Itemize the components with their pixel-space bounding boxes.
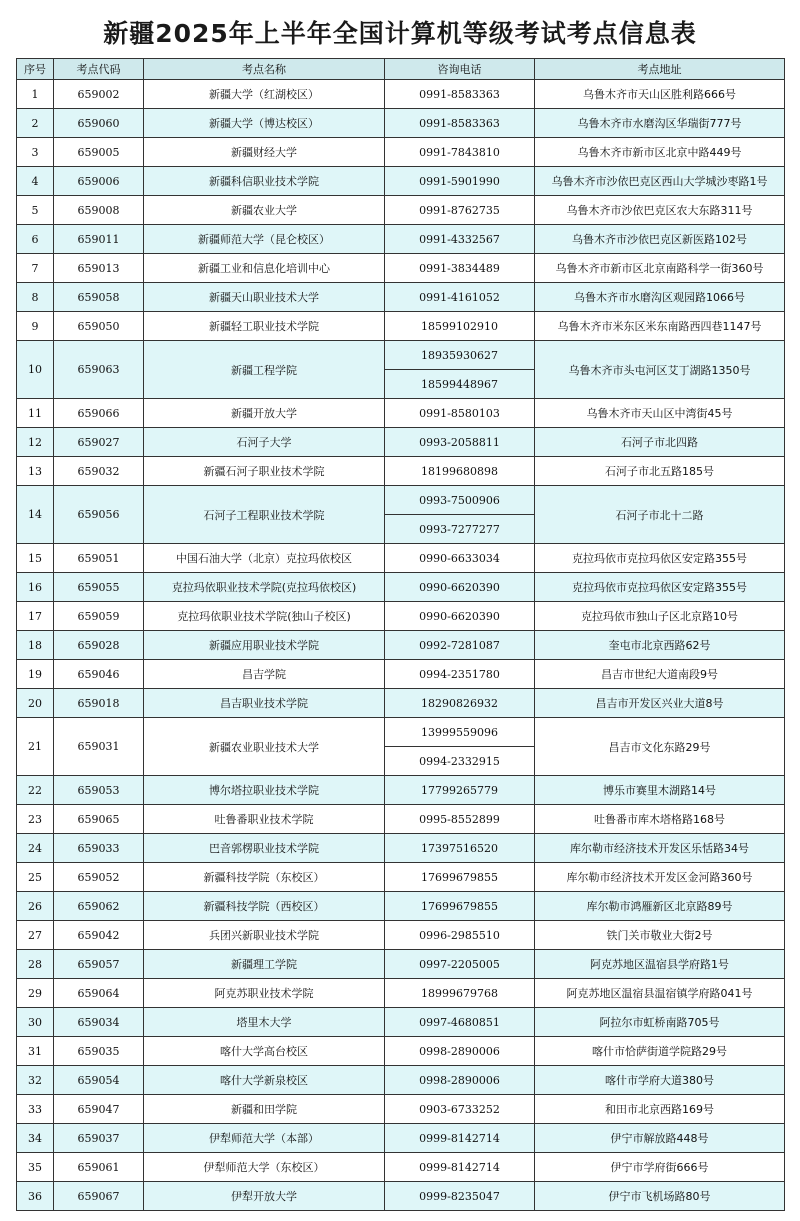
- row-code: 659006: [54, 167, 144, 196]
- row-address: 乌鲁木齐市水磨沟区华瑞街777号: [535, 109, 785, 138]
- row-index: 8: [17, 283, 54, 312]
- row-site-name: 新疆应用职业技术学院: [144, 631, 385, 660]
- row-index: 17: [17, 602, 54, 631]
- row-address: 乌鲁木齐市新市区北京中路449号: [535, 138, 785, 167]
- row-site-name: 昌吉职业技术学院: [144, 689, 385, 718]
- row-index: 29: [17, 979, 54, 1008]
- row-site-name: 吐鲁番职业技术学院: [144, 805, 385, 834]
- row-code: 659002: [54, 80, 144, 109]
- row-phone: 0990-6620390: [385, 602, 535, 631]
- row-phone: 0991-3834489: [385, 254, 535, 283]
- row-code: 659054: [54, 1066, 144, 1095]
- row-index: 27: [17, 921, 54, 950]
- row-code: 659065: [54, 805, 144, 834]
- table-row: [17, 312, 785, 341]
- row-site-name: 中国石油大学（北京）克拉玛依校区: [144, 544, 385, 573]
- row-site-name: 克拉玛依职业技术学院(克拉玛依校区): [144, 573, 385, 602]
- row-phone: 0991-8583363: [385, 109, 535, 138]
- row-phone: 0995-8552899: [385, 805, 535, 834]
- row-phone: 18199680898: [385, 457, 535, 486]
- row-site-name: 新疆工程学院: [144, 341, 385, 399]
- row-index: 30: [17, 1008, 54, 1037]
- row-code: 659066: [54, 399, 144, 428]
- row-address: 伊宁市飞机场路80号: [535, 1182, 785, 1211]
- row-site-name: 新疆轻工职业技术学院: [144, 312, 385, 341]
- header-index: 序号: [17, 59, 54, 80]
- row-index: 6: [17, 225, 54, 254]
- table-row: [17, 573, 785, 602]
- row-code: 659058: [54, 283, 144, 312]
- table-row: [17, 805, 785, 834]
- row-address: 石河子市北四路: [535, 428, 785, 457]
- table-row: [17, 979, 785, 1008]
- row-address: 铁门关市敬业大街2号: [535, 921, 785, 950]
- row-code: 659034: [54, 1008, 144, 1037]
- row-phone: 0999-8142714: [385, 1124, 535, 1153]
- table-row: [17, 167, 785, 196]
- table-row: [17, 457, 785, 486]
- row-code: 659042: [54, 921, 144, 950]
- row-code: 659064: [54, 979, 144, 1008]
- row-address: 石河子市北五路185号: [535, 457, 785, 486]
- row-code: 659037: [54, 1124, 144, 1153]
- table-row: [17, 660, 785, 689]
- row-code: 659061: [54, 1153, 144, 1182]
- table-row: [17, 1182, 785, 1211]
- row-index: 2: [17, 109, 54, 138]
- row-phone: 0999-8142714: [385, 1153, 535, 1182]
- row-phone: 0991-8580103: [385, 399, 535, 428]
- row-phone: 17699679855: [385, 863, 535, 892]
- table-row: [17, 428, 785, 457]
- row-code: 659033: [54, 834, 144, 863]
- row-site-name: 巴音郭楞职业技术学院: [144, 834, 385, 863]
- row-address: 昌吉市开发区兴业大道8号: [535, 689, 785, 718]
- row-code: 659055: [54, 573, 144, 602]
- row-address: 石河子市北十二路: [535, 486, 785, 544]
- row-phone: 0992-7281087: [385, 631, 535, 660]
- row-code: 659013: [54, 254, 144, 283]
- row-phone: 0991-4161052: [385, 283, 535, 312]
- row-index: 32: [17, 1066, 54, 1095]
- row-phone: 0991-5901990: [385, 167, 535, 196]
- table-row: [17, 341, 785, 370]
- row-phone: 0994-2332915: [385, 747, 535, 776]
- row-code: 659057: [54, 950, 144, 979]
- row-index: 16: [17, 573, 54, 602]
- row-phone: 18599448967: [385, 370, 535, 399]
- row-address: 乌鲁木齐市沙依巴克区西山大学城沙枣路1号: [535, 167, 785, 196]
- row-site-name: 新疆农业职业技术大学: [144, 718, 385, 776]
- row-index: 13: [17, 457, 54, 486]
- row-site-name: 新疆大学（红湖校区）: [144, 80, 385, 109]
- row-site-name: 喀什大学高台校区: [144, 1037, 385, 1066]
- row-code: 659031: [54, 718, 144, 776]
- row-code: 659018: [54, 689, 144, 718]
- row-index: 31: [17, 1037, 54, 1066]
- row-code: 659035: [54, 1037, 144, 1066]
- table-row: [17, 283, 785, 312]
- table-row: [17, 109, 785, 138]
- row-index: 19: [17, 660, 54, 689]
- row-site-name: 新疆科技学院（西校区）: [144, 892, 385, 921]
- row-address: 乌鲁木齐市天山区中湾街45号: [535, 399, 785, 428]
- row-code: 659059: [54, 602, 144, 631]
- row-address: 乌鲁木齐市新市区北京南路科学一街360号: [535, 254, 785, 283]
- table-row: [17, 631, 785, 660]
- table-row: [17, 689, 785, 718]
- row-code: 659047: [54, 1095, 144, 1124]
- row-phone: 18290826932: [385, 689, 535, 718]
- table-row: [17, 863, 785, 892]
- table-row: [17, 138, 785, 167]
- row-code: 659063: [54, 341, 144, 399]
- row-address: 阿克苏地区温宿县温宿镇学府路041号: [535, 979, 785, 1008]
- row-address: 伊宁市解放路448号: [535, 1124, 785, 1153]
- table-row: [17, 776, 785, 805]
- row-index: 25: [17, 863, 54, 892]
- row-code: 659052: [54, 863, 144, 892]
- table-row: [17, 399, 785, 428]
- row-phone: 0903-6733252: [385, 1095, 535, 1124]
- row-address: 乌鲁木齐市水磨沟区观园路1066号: [535, 283, 785, 312]
- table-row: [17, 892, 785, 921]
- table-row: [17, 921, 785, 950]
- row-address: 奎屯市北京西路62号: [535, 631, 785, 660]
- row-index: 26: [17, 892, 54, 921]
- row-index: 10: [17, 341, 54, 399]
- row-site-name: 兵团兴新职业技术学院: [144, 921, 385, 950]
- row-site-name: 昌吉学院: [144, 660, 385, 689]
- row-code: 659028: [54, 631, 144, 660]
- row-index: 28: [17, 950, 54, 979]
- row-index: 5: [17, 196, 54, 225]
- row-index: 36: [17, 1182, 54, 1211]
- row-phone: 17397516520: [385, 834, 535, 863]
- row-site-name: 伊犁师范大学（本部）: [144, 1124, 385, 1153]
- row-address: 乌鲁木齐市头屯河区艾丁湖路1350号: [535, 341, 785, 399]
- row-site-name: 塔里木大学: [144, 1008, 385, 1037]
- row-site-name: 新疆农业大学: [144, 196, 385, 225]
- row-address: 乌鲁木齐市沙依巴克区农大东路311号: [535, 196, 785, 225]
- row-index: 3: [17, 138, 54, 167]
- row-phone: 0997-4680851: [385, 1008, 535, 1037]
- row-address: 阿克苏地区温宿县学府路1号: [535, 950, 785, 979]
- table-header-row: [17, 59, 785, 80]
- row-phone: 18599102910: [385, 312, 535, 341]
- row-site-name: 新疆石河子职业技术学院: [144, 457, 385, 486]
- row-address: 乌鲁木齐市米东区米东南路西四巷1147号: [535, 312, 785, 341]
- row-site-name: 石河子工程职业技术学院: [144, 486, 385, 544]
- row-index: 12: [17, 428, 54, 457]
- row-address: 昌吉市世纪大道南段9号: [535, 660, 785, 689]
- row-site-name: 石河子大学: [144, 428, 385, 457]
- row-site-name: 新疆工业和信息化培训中心: [144, 254, 385, 283]
- table-row: [17, 486, 785, 515]
- page-title: 新疆2025年上半年全国计算机等级考试考点信息表: [103, 19, 697, 48]
- row-address: 喀什市恰萨街道学院路29号: [535, 1037, 785, 1066]
- row-address: 阿拉尔市虹桥南路705号: [535, 1008, 785, 1037]
- table-row: [17, 1008, 785, 1037]
- row-address: 乌鲁木齐市天山区胜利路666号: [535, 80, 785, 109]
- row-phone: 0991-7843810: [385, 138, 535, 167]
- table-row: [17, 950, 785, 979]
- row-address: 吐鲁番市库木塔格路168号: [535, 805, 785, 834]
- table-row: [17, 718, 785, 747]
- row-phone: 0990-6633034: [385, 544, 535, 573]
- row-site-name: 新疆师范大学（昆仑校区）: [144, 225, 385, 254]
- table-row: [17, 80, 785, 109]
- row-address: 克拉玛依市克拉玛依区安定路355号: [535, 573, 785, 602]
- row-index: 9: [17, 312, 54, 341]
- row-site-name: 新疆大学（博达校区）: [144, 109, 385, 138]
- header-address: 考点地址: [535, 59, 785, 80]
- row-code: 659062: [54, 892, 144, 921]
- row-phone: 0996-2985510: [385, 921, 535, 950]
- row-code: 659067: [54, 1182, 144, 1211]
- table-row: [17, 254, 785, 283]
- row-code: 659046: [54, 660, 144, 689]
- row-code: 659053: [54, 776, 144, 805]
- row-site-name: 新疆理工学院: [144, 950, 385, 979]
- table-row: [17, 225, 785, 254]
- row-site-name: 新疆天山职业技术大学: [144, 283, 385, 312]
- row-code: 659032: [54, 457, 144, 486]
- row-address: 伊宁市学府街666号: [535, 1153, 785, 1182]
- row-phone: 0994-2351780: [385, 660, 535, 689]
- row-code: 659060: [54, 109, 144, 138]
- row-site-name: 新疆财经大学: [144, 138, 385, 167]
- row-index: 33: [17, 1095, 54, 1124]
- row-index: 11: [17, 399, 54, 428]
- row-index: 35: [17, 1153, 54, 1182]
- row-phone: 0990-6620390: [385, 573, 535, 602]
- row-phone: 0991-8583363: [385, 80, 535, 109]
- row-phone: 0999-8235047: [385, 1182, 535, 1211]
- row-index: 7: [17, 254, 54, 283]
- row-index: 20: [17, 689, 54, 718]
- header-code: 考点代码: [54, 59, 144, 80]
- row-address: 博乐市赛里木湖路14号: [535, 776, 785, 805]
- row-phone: 18999679768: [385, 979, 535, 1008]
- row-address: 库尔勒市经济技术开发区乐恬路34号: [535, 834, 785, 863]
- header-name: 考点名称: [144, 59, 385, 80]
- row-address: 乌鲁木齐市沙依巴克区新医路102号: [535, 225, 785, 254]
- row-index: 21: [17, 718, 54, 776]
- row-phone: 0993-7277277: [385, 515, 535, 544]
- row-phone: 0998-2890006: [385, 1066, 535, 1095]
- table-row: [17, 602, 785, 631]
- row-site-name: 喀什大学新泉校区: [144, 1066, 385, 1095]
- row-phone: 0991-4332567: [385, 225, 535, 254]
- row-site-name: 新疆和田学院: [144, 1095, 385, 1124]
- header-phone: 咨询电话: [385, 59, 535, 80]
- row-index: 23: [17, 805, 54, 834]
- table-row: [17, 1124, 785, 1153]
- row-code: 659011: [54, 225, 144, 254]
- row-code: 659056: [54, 486, 144, 544]
- row-index: 1: [17, 80, 54, 109]
- row-index: 24: [17, 834, 54, 863]
- table-row: [17, 834, 785, 863]
- row-index: 22: [17, 776, 54, 805]
- row-site-name: 伊犁开放大学: [144, 1182, 385, 1211]
- row-phone: 0993-2058811: [385, 428, 535, 457]
- row-address: 昌吉市文化东路29号: [535, 718, 785, 776]
- row-site-name: 克拉玛依职业技术学院(独山子校区): [144, 602, 385, 631]
- row-phone: 18935930627: [385, 341, 535, 370]
- row-code: 659005: [54, 138, 144, 167]
- exam-site-table: [16, 58, 785, 1211]
- row-address: 和田市北京西路169号: [535, 1095, 785, 1124]
- row-site-name: 新疆科技学院（东校区）: [144, 863, 385, 892]
- table-row: [17, 1066, 785, 1095]
- row-phone: 0991-8762735: [385, 196, 535, 225]
- table-row: [17, 544, 785, 573]
- table-row: [17, 1037, 785, 1066]
- table-row: [17, 196, 785, 225]
- row-site-name: 博尔塔拉职业技术学院: [144, 776, 385, 805]
- row-phone: 17799265779: [385, 776, 535, 805]
- row-phone: 0997-2205005: [385, 950, 535, 979]
- row-site-name: 新疆科信职业技术学院: [144, 167, 385, 196]
- table-row: [17, 1095, 785, 1124]
- row-address: 库尔勒市鸿雁新区北京路89号: [535, 892, 785, 921]
- row-code: 659050: [54, 312, 144, 341]
- row-site-name: 新疆开放大学: [144, 399, 385, 428]
- row-phone: 13999559096: [385, 718, 535, 747]
- row-phone: 17699679855: [385, 892, 535, 921]
- table-row: [17, 1153, 785, 1182]
- row-address: 克拉玛依市独山子区北京路10号: [535, 602, 785, 631]
- row-code: 659051: [54, 544, 144, 573]
- row-phone: 0998-2890006: [385, 1037, 535, 1066]
- row-address: 库尔勒市经济技术开发区金河路360号: [535, 863, 785, 892]
- row-code: 659027: [54, 428, 144, 457]
- row-index: 18: [17, 631, 54, 660]
- row-address: 喀什市学府大道380号: [535, 1066, 785, 1095]
- row-site-name: 伊犁师范大学（东校区）: [144, 1153, 385, 1182]
- row-index: 34: [17, 1124, 54, 1153]
- row-index: 4: [17, 167, 54, 196]
- row-site-name: 阿克苏职业技术学院: [144, 979, 385, 1008]
- row-code: 659008: [54, 196, 144, 225]
- row-phone: 0993-7500906: [385, 486, 535, 515]
- row-index: 15: [17, 544, 54, 573]
- row-address: 克拉玛依市克拉玛依区安定路355号: [535, 544, 785, 573]
- row-index: 14: [17, 486, 54, 544]
